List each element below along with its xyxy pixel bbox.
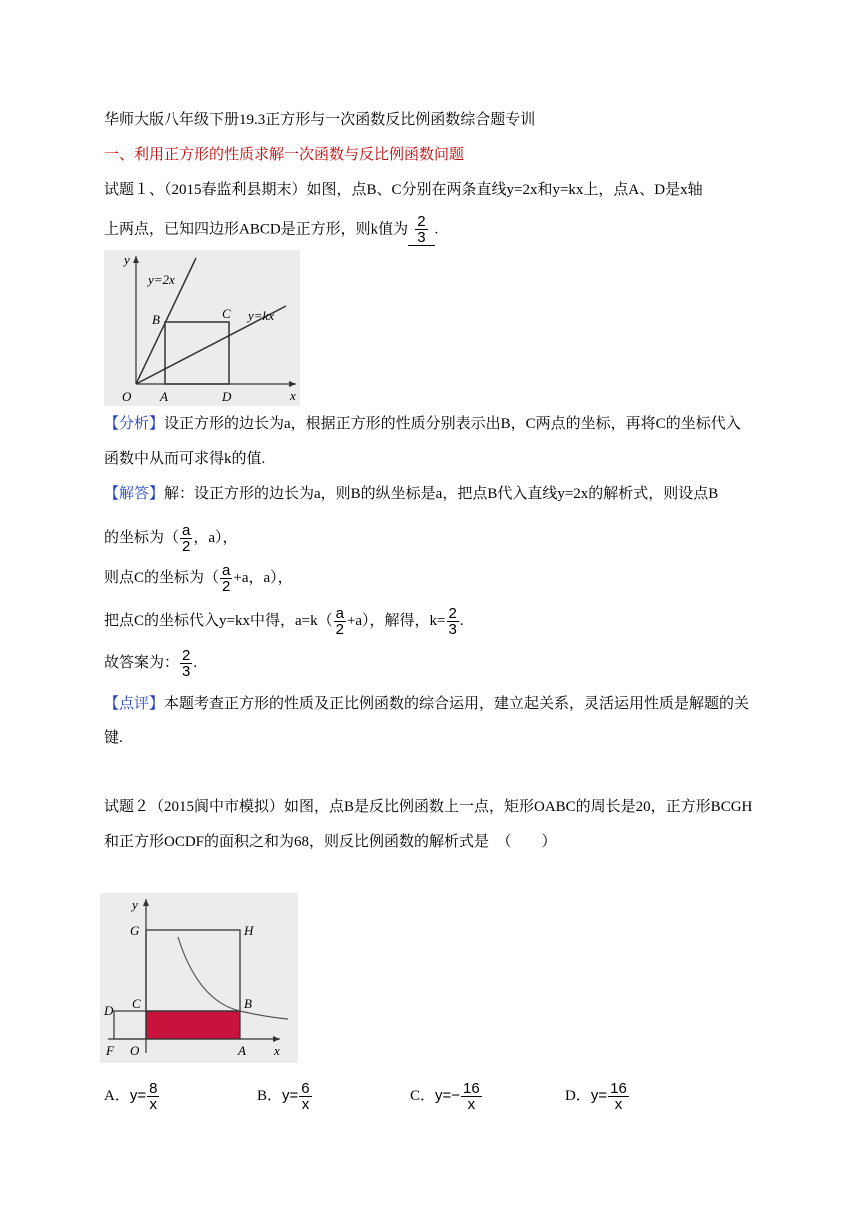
q1-solution-line4 bbox=[104, 603, 464, 639]
frac-den: 3 bbox=[182, 663, 191, 681]
answer-post: . bbox=[193, 655, 198, 671]
solution3-post: +a，a）， bbox=[233, 570, 293, 586]
frac-num: 16 bbox=[610, 1080, 627, 1098]
fig2-point-a: A bbox=[238, 1043, 246, 1058]
q2-line2: 和正方形OCDF的面积之和为68，则反比例函数的解析式是 （ ） bbox=[104, 834, 557, 850]
fig2-point-d: D bbox=[104, 1003, 114, 1018]
solution4-post: . bbox=[459, 613, 464, 629]
option-b[interactable] bbox=[257, 1076, 313, 1116]
option-fraction bbox=[608, 1081, 629, 1112]
option-fraction bbox=[147, 1081, 159, 1112]
q1-answer-blank bbox=[408, 214, 434, 246]
solution4-pre: 把点C的坐标代入y=kx中得，a=k（ bbox=[104, 613, 333, 629]
option-prefix: y= bbox=[435, 1087, 452, 1104]
fig2-point-f: F bbox=[106, 1043, 114, 1058]
option-letter: A． bbox=[104, 1088, 130, 1104]
fig1-line2-label: y=kx bbox=[248, 308, 275, 323]
fig2-point-h: H bbox=[244, 923, 254, 938]
frac-a-over-2 bbox=[220, 563, 232, 594]
option-fraction bbox=[461, 1081, 482, 1112]
q1-analysis-line2: 函数中从而可求得k的值. bbox=[104, 451, 266, 467]
q2-line1: 试题２（2015阆中市模拟）如图，点B是反比例函数上一点，矩形OABC的周长是20，正方形BCGH bbox=[104, 799, 753, 815]
frac-den: x bbox=[299, 1096, 311, 1112]
solution-text1: 解：设正方形的边长为a，则B的纵坐标是a，把点B代入直线y=2x的解析式，则设点B bbox=[164, 486, 719, 502]
frac-den: x bbox=[608, 1096, 629, 1112]
option-letter: B． bbox=[257, 1088, 283, 1104]
q1-solution-line3 bbox=[104, 560, 293, 596]
q1-answer-line bbox=[104, 645, 197, 681]
frac-den: 2 bbox=[222, 578, 231, 596]
frac-num: 2 bbox=[448, 605, 457, 623]
option-prefix: y= bbox=[129, 1087, 147, 1104]
q1-solution-line1 bbox=[104, 484, 718, 504]
frac-num: a bbox=[222, 562, 231, 580]
q1-comment-line1 bbox=[104, 694, 749, 714]
frac-den: x bbox=[147, 1096, 159, 1112]
q1-answer-fraction bbox=[415, 214, 427, 245]
comment-text1: 本题考查正方形的性质及正比例函数的综合运用，建立起关系，灵活运用性质是解题的关 bbox=[164, 696, 750, 712]
q2-figure bbox=[100, 893, 298, 1063]
frac-num: 2 bbox=[182, 647, 191, 665]
frac-num: a bbox=[182, 522, 191, 540]
frac-den: x bbox=[461, 1096, 482, 1112]
solution2-pre: 的坐标为（ bbox=[104, 530, 180, 546]
frac-a-over-2 bbox=[180, 523, 192, 554]
option-letter: D． bbox=[565, 1088, 591, 1104]
q1-figure bbox=[104, 250, 300, 406]
q1-comment-line2: 键. bbox=[104, 730, 123, 746]
section-heading: 一、利用正方形的性质求解一次函数与反比例函数问题 bbox=[104, 147, 465, 163]
fig1-point-o: O bbox=[122, 389, 132, 404]
analysis-text1: 设正方形的边长为a，根据正方形的性质分别表示出B，C两点的坐标，再将C的坐标代入 bbox=[164, 416, 741, 432]
q1-answer-den: 3 bbox=[417, 229, 426, 246]
option-c[interactable] bbox=[410, 1076, 483, 1116]
fig2-point-b: B bbox=[244, 996, 252, 1011]
fig1-line1-label: y=2x bbox=[148, 272, 175, 287]
fig2-point-g: G bbox=[130, 923, 140, 938]
solution3-pre: 则点C的坐标为（ bbox=[104, 570, 220, 586]
option-d[interactable] bbox=[565, 1076, 630, 1116]
fig2-point-o: O bbox=[130, 1043, 140, 1058]
fig2-point-c: C bbox=[132, 996, 141, 1011]
q1-line2-text: 上两点，已知四边形ABCD是正方形，则k值为 bbox=[104, 221, 409, 238]
analysis-tag: 【分析】 bbox=[104, 416, 165, 432]
fig1-y-label: y bbox=[124, 252, 130, 267]
frac-den: 3 bbox=[448, 621, 457, 639]
solution4-mid: +a），解得，k= bbox=[346, 613, 446, 629]
answer-pre: 故答案为： bbox=[104, 655, 180, 671]
q1-answer-num: 2 bbox=[417, 213, 426, 230]
q1-solution-line2 bbox=[104, 520, 238, 556]
figure-background bbox=[104, 250, 300, 406]
fig1-point-d: D bbox=[222, 389, 232, 404]
frac-answer bbox=[180, 648, 192, 679]
q1-line1: 试题１、（2015春监利县期末）如图，点B、C分别在两条直线y=2x和y=kx上，点A、D是x轴 bbox=[104, 182, 703, 198]
frac-num: a bbox=[335, 605, 344, 623]
solution-tag: 【解答】 bbox=[104, 486, 165, 502]
frac-a-over-2 bbox=[334, 606, 346, 637]
fig1-point-a: A bbox=[160, 389, 168, 404]
frac-num: 6 bbox=[301, 1080, 310, 1098]
frac-den: 2 bbox=[335, 621, 344, 639]
option-a[interactable] bbox=[104, 1076, 160, 1116]
frac-k bbox=[447, 606, 459, 637]
fig2-x-label: x bbox=[274, 1043, 280, 1058]
fig1-point-c: C bbox=[222, 306, 231, 321]
frac-den: 2 bbox=[182, 538, 191, 556]
comment-tag: 【点评】 bbox=[104, 696, 165, 712]
document-title: 华师大版八年级下册19.3正方形与一次函数反比例函数综合题专训 bbox=[104, 112, 536, 128]
fig1-x-label: x bbox=[290, 388, 296, 403]
frac-num: 16 bbox=[463, 1080, 480, 1098]
q1-analysis-line1 bbox=[104, 414, 741, 434]
option-prefix: y= bbox=[590, 1087, 608, 1104]
option-negative-sign: − bbox=[451, 1087, 461, 1104]
frac-num: 8 bbox=[149, 1080, 158, 1098]
option-prefix: y= bbox=[282, 1087, 299, 1104]
rectangle-oabc bbox=[146, 1011, 240, 1039]
option-letter: C． bbox=[410, 1088, 436, 1104]
q1-line2-end: . bbox=[434, 221, 439, 238]
q1-line2 bbox=[104, 214, 438, 246]
solution2-post: ，a）， bbox=[193, 530, 238, 546]
fig2-y-label: y bbox=[132, 897, 138, 912]
fig1-point-b: B bbox=[152, 312, 160, 327]
option-fraction bbox=[299, 1081, 311, 1112]
